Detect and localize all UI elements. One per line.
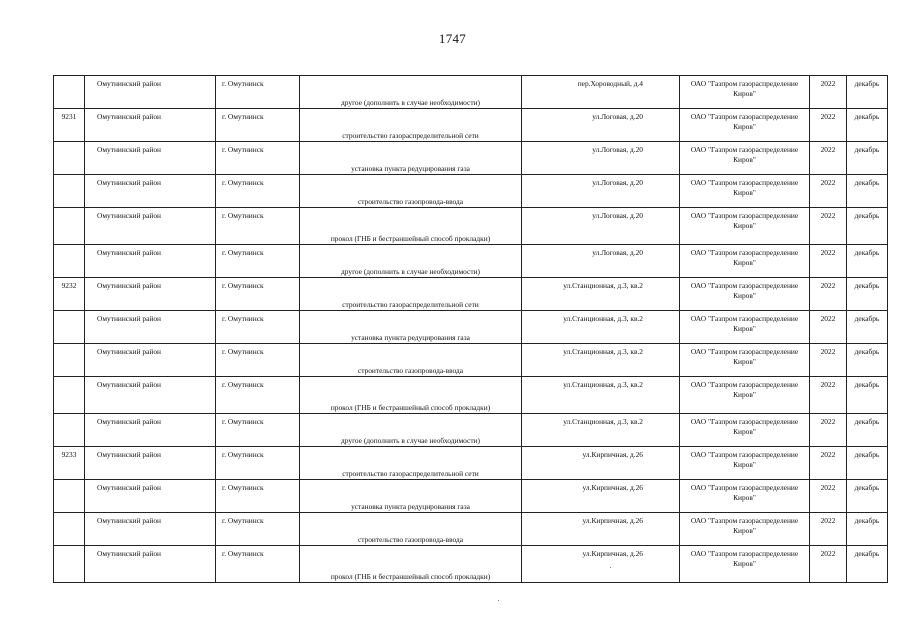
address-cell-text: ул.Логовая, д.20 bbox=[592, 248, 643, 257]
work-type-cell-text: другое (дополнить в случае необходимости) bbox=[341, 436, 480, 445]
row-number-cell-text bbox=[54, 377, 84, 380]
month-cell-text: декабрь bbox=[854, 145, 880, 154]
organization-cell-text: ОАО "Газпром газораспределение Киров" bbox=[690, 248, 799, 267]
organization-cell bbox=[680, 480, 810, 513]
scan-speck bbox=[610, 567, 611, 568]
year-cell-text: 2022 bbox=[820, 281, 836, 290]
month-cell-text: декабрь bbox=[854, 178, 880, 187]
organization-cell-text: ОАО "Газпром газораспределение Киров" bbox=[690, 417, 799, 436]
month-cell-text: декабрь bbox=[854, 483, 880, 492]
row-number-cell-text: 9232 bbox=[61, 281, 77, 290]
row-number-cell bbox=[54, 377, 85, 414]
district-cell-text: Омутнинский район bbox=[97, 314, 162, 323]
organization-cell-text: ОАО "Газпром газораспределение Киров" bbox=[690, 314, 799, 333]
district-cell bbox=[85, 546, 216, 583]
month-cell bbox=[847, 546, 888, 583]
address-cell bbox=[522, 311, 680, 344]
year-cell-text: 2022 bbox=[820, 178, 836, 187]
address-cell-text: ул.Станционная, д.3, кв.2 bbox=[563, 380, 643, 389]
city-cell-text: г. Омутнинск bbox=[222, 549, 264, 558]
district-cell bbox=[85, 344, 216, 377]
row-number-cell-text bbox=[54, 76, 84, 79]
table-row bbox=[54, 513, 888, 546]
table-row bbox=[54, 480, 888, 513]
city-cell bbox=[216, 480, 300, 513]
month-cell-text: декабрь bbox=[854, 211, 880, 220]
work-type-cell-text: строительство газопровода-ввода bbox=[357, 366, 464, 375]
row-number-cell-text bbox=[54, 245, 84, 248]
row-number-cell bbox=[54, 480, 85, 513]
gas-works-table bbox=[53, 75, 888, 583]
city-cell-text: г. Омутнинск bbox=[222, 347, 264, 356]
district-cell-text: Омутнинский район bbox=[97, 450, 162, 459]
row-number-cell-text bbox=[54, 414, 84, 417]
row-number-cell bbox=[54, 344, 85, 377]
year-cell-text: 2022 bbox=[820, 248, 836, 257]
work-type-cell bbox=[300, 142, 522, 175]
work-type-cell-text: другое (дополнить в случае необходимости) bbox=[341, 98, 480, 107]
month-cell-text: декабрь bbox=[854, 314, 880, 323]
month-cell bbox=[847, 208, 888, 245]
city-cell bbox=[216, 142, 300, 175]
city-cell bbox=[216, 344, 300, 377]
month-cell bbox=[847, 175, 888, 208]
district-cell bbox=[85, 480, 216, 513]
year-cell-text: 2022 bbox=[820, 79, 836, 88]
organization-cell-text: ОАО "Газпром газораспределение Киров" bbox=[690, 516, 799, 535]
organization-cell-text: ОАО "Газпром газораспределение Киров" bbox=[690, 347, 799, 366]
month-cell-text: декабрь bbox=[854, 79, 880, 88]
year-cell bbox=[810, 76, 847, 109]
address-cell-text: пер.Хороводный, д.4 bbox=[577, 79, 643, 88]
year-cell-text: 2022 bbox=[820, 380, 836, 389]
month-cell bbox=[847, 513, 888, 546]
row-number-cell bbox=[54, 109, 85, 142]
month-cell bbox=[847, 447, 888, 480]
address-cell bbox=[522, 377, 680, 414]
table-row bbox=[54, 175, 888, 208]
work-type-cell-text: прокол (ГНБ и бестраншейный способ прокладки) bbox=[330, 234, 491, 243]
work-type-cell bbox=[300, 109, 522, 142]
row-number-cell-text: 9233 bbox=[61, 450, 77, 459]
table-row bbox=[54, 245, 888, 278]
city-cell-text: г. Омутнинск bbox=[222, 211, 264, 220]
year-cell bbox=[810, 480, 847, 513]
work-type-cell bbox=[300, 76, 522, 109]
city-cell bbox=[216, 414, 300, 447]
work-type-cell bbox=[300, 414, 522, 447]
district-cell bbox=[85, 76, 216, 109]
organization-cell bbox=[680, 175, 810, 208]
year-cell bbox=[810, 142, 847, 175]
row-number-cell bbox=[54, 311, 85, 344]
district-cell bbox=[85, 142, 216, 175]
city-cell bbox=[216, 377, 300, 414]
work-type-cell-text: другое (дополнить в случае необходимости) bbox=[341, 267, 480, 276]
district-cell bbox=[85, 208, 216, 245]
row-number-cell-text: 9231 bbox=[61, 112, 77, 121]
month-cell bbox=[847, 76, 888, 109]
district-cell bbox=[85, 447, 216, 480]
work-type-cell-text: строительство газораспределительной сети bbox=[342, 300, 479, 309]
district-cell bbox=[85, 377, 216, 414]
table-row bbox=[54, 109, 888, 142]
city-cell bbox=[216, 245, 300, 278]
month-cell-text: декабрь bbox=[854, 417, 880, 426]
row-number-cell bbox=[54, 513, 85, 546]
row-number-cell bbox=[54, 278, 85, 311]
row-number-cell bbox=[54, 245, 85, 278]
city-cell-text: г. Омутнинск bbox=[222, 178, 264, 187]
row-number-cell-text bbox=[54, 311, 84, 314]
year-cell bbox=[810, 278, 847, 311]
city-cell bbox=[216, 447, 300, 480]
city-cell bbox=[216, 175, 300, 208]
table-row bbox=[54, 311, 888, 344]
year-cell bbox=[810, 109, 847, 142]
organization-cell-text: ОАО "Газпром газораспределение Киров" bbox=[690, 79, 799, 98]
organization-cell bbox=[680, 377, 810, 414]
organization-cell bbox=[680, 142, 810, 175]
organization-cell-text: ОАО "Газпром газораспределение Киров" bbox=[690, 178, 799, 197]
row-number-cell-text bbox=[54, 513, 84, 516]
district-cell-text: Омутнинский район bbox=[97, 549, 162, 558]
year-cell bbox=[810, 344, 847, 377]
work-type-cell-text: строительство газораспределительной сети bbox=[342, 469, 479, 478]
work-type-cell bbox=[300, 546, 522, 583]
organization-cell bbox=[680, 278, 810, 311]
month-cell bbox=[847, 311, 888, 344]
organization-cell bbox=[680, 245, 810, 278]
month-cell bbox=[847, 142, 888, 175]
row-number-cell-text bbox=[54, 142, 84, 145]
year-cell bbox=[810, 245, 847, 278]
city-cell-text: г. Омутнинск bbox=[222, 79, 264, 88]
address-cell bbox=[522, 480, 680, 513]
district-cell-text: Омутнинский район bbox=[97, 347, 162, 356]
row-number-cell-text bbox=[54, 546, 84, 549]
organization-cell bbox=[680, 311, 810, 344]
address-cell bbox=[522, 142, 680, 175]
district-cell bbox=[85, 278, 216, 311]
row-number-cell-text bbox=[54, 208, 84, 211]
row-number-cell-text bbox=[54, 175, 84, 178]
work-type-cell bbox=[300, 513, 522, 546]
district-cell bbox=[85, 109, 216, 142]
district-cell-text: Омутнинский район bbox=[97, 112, 162, 121]
address-cell-text: ул.Станционная, д.3, кв.2 bbox=[563, 281, 643, 290]
address-cell-text: ул.Станционная, д.3, кв.2 bbox=[563, 347, 643, 356]
city-cell bbox=[216, 109, 300, 142]
address-cell bbox=[522, 414, 680, 447]
district-cell bbox=[85, 175, 216, 208]
work-type-cell bbox=[300, 278, 522, 311]
year-cell-text: 2022 bbox=[820, 483, 836, 492]
organization-cell bbox=[680, 414, 810, 447]
month-cell-text: декабрь bbox=[854, 281, 880, 290]
organization-cell bbox=[680, 513, 810, 546]
organization-cell-text: ОАО "Газпром газораспределение Киров" bbox=[690, 281, 799, 300]
month-cell-text: декабрь bbox=[854, 248, 880, 257]
district-cell bbox=[85, 513, 216, 546]
organization-cell bbox=[680, 109, 810, 142]
address-cell-text: ул.Логовая, д.20 bbox=[592, 178, 643, 187]
year-cell bbox=[810, 208, 847, 245]
organization-cell bbox=[680, 76, 810, 109]
work-type-cell bbox=[300, 311, 522, 344]
month-cell-text: декабрь bbox=[854, 347, 880, 356]
city-cell-text: г. Омутнинск bbox=[222, 417, 264, 426]
district-cell-text: Омутнинский район bbox=[97, 145, 162, 154]
year-cell bbox=[810, 414, 847, 447]
work-type-cell bbox=[300, 175, 522, 208]
address-cell bbox=[522, 344, 680, 377]
organization-cell bbox=[680, 447, 810, 480]
row-number-cell bbox=[54, 546, 85, 583]
address-cell bbox=[522, 175, 680, 208]
city-cell-text: г. Омутнинск bbox=[222, 145, 264, 154]
row-number-cell bbox=[54, 414, 85, 447]
work-type-cell-text: установка пункта редуцирования газа bbox=[351, 333, 470, 342]
work-type-cell-text: прокол (ГНБ и бестраншейный способ прокладки) bbox=[330, 572, 491, 581]
row-number-cell bbox=[54, 175, 85, 208]
address-cell-text: ул.Логовая, д.20 bbox=[592, 112, 643, 121]
table-row bbox=[54, 447, 888, 480]
row-number-cell-text bbox=[54, 480, 84, 483]
city-cell bbox=[216, 311, 300, 344]
work-type-cell-text: строительство газораспределительной сети bbox=[342, 131, 479, 140]
year-cell-text: 2022 bbox=[820, 516, 836, 525]
organization-cell-text: ОАО "Газпром газораспределение Киров" bbox=[690, 145, 799, 164]
city-cell-text: г. Омутнинск bbox=[222, 248, 264, 257]
address-cell-text: ул.Логовая, д.20 bbox=[592, 145, 643, 154]
district-cell-text: Омутнинский район bbox=[97, 281, 162, 290]
organization-cell-text: ОАО "Газпром газораспределение Киров" bbox=[690, 450, 799, 469]
work-type-cell-text: строительство газопровода-ввода bbox=[357, 535, 464, 544]
page-number: 1747 bbox=[438, 31, 467, 46]
month-cell bbox=[847, 278, 888, 311]
month-cell-text: декабрь bbox=[854, 549, 880, 558]
row-number-cell bbox=[54, 447, 85, 480]
city-cell-text: г. Омутнинск bbox=[222, 380, 264, 389]
work-type-cell-text: прокол (ГНБ и бестраншейный способ прокладки) bbox=[330, 403, 491, 412]
month-cell-text: декабрь bbox=[854, 516, 880, 525]
month-cell bbox=[847, 377, 888, 414]
address-cell-text: ул.Кирпичная, д.26 bbox=[582, 450, 643, 459]
address-cell-text: ул.Кирпичная, д.26 bbox=[582, 516, 643, 525]
address-cell-text: ул.Логовая, д.20 bbox=[592, 211, 643, 220]
table-row bbox=[54, 546, 888, 583]
year-cell-text: 2022 bbox=[820, 549, 836, 558]
organization-cell bbox=[680, 344, 810, 377]
table-row bbox=[54, 344, 888, 377]
district-cell-text: Омутнинский район bbox=[97, 178, 162, 187]
year-cell-text: 2022 bbox=[820, 112, 836, 121]
address-cell-text: ул.Станционная, д.3, кв.2 bbox=[563, 417, 643, 426]
work-type-cell-text: установка пункта редуцирования газа bbox=[351, 502, 470, 511]
year-cell-text: 2022 bbox=[820, 417, 836, 426]
work-type-cell bbox=[300, 480, 522, 513]
month-cell bbox=[847, 480, 888, 513]
month-cell-text: декабрь bbox=[854, 380, 880, 389]
district-cell bbox=[85, 245, 216, 278]
district-cell-text: Омутнинский район bbox=[97, 211, 162, 220]
table-row bbox=[54, 142, 888, 175]
address-cell-text: ул.Кирпичная, д.26 bbox=[582, 549, 643, 558]
row-number-cell bbox=[54, 142, 85, 175]
district-cell bbox=[85, 311, 216, 344]
month-cell-text: декабрь bbox=[854, 450, 880, 459]
year-cell bbox=[810, 447, 847, 480]
address-cell bbox=[522, 546, 680, 583]
row-number-cell bbox=[54, 208, 85, 245]
year-cell bbox=[810, 175, 847, 208]
district-cell-text: Омутнинский район bbox=[97, 248, 162, 257]
year-cell-text: 2022 bbox=[820, 314, 836, 323]
address-cell-text: ул.Кирпичная, д.26 bbox=[582, 483, 643, 492]
month-cell bbox=[847, 344, 888, 377]
work-type-cell bbox=[300, 245, 522, 278]
city-cell-text: г. Омутнинск bbox=[222, 314, 264, 323]
city-cell bbox=[216, 546, 300, 583]
work-type-cell bbox=[300, 344, 522, 377]
city-cell-text: г. Омутнинск bbox=[222, 450, 264, 459]
year-cell bbox=[810, 311, 847, 344]
scan-speck bbox=[498, 600, 499, 601]
row-number-cell-text bbox=[54, 344, 84, 347]
city-cell bbox=[216, 208, 300, 245]
city-cell-text: г. Омутнинск bbox=[222, 281, 264, 290]
work-type-cell bbox=[300, 208, 522, 245]
table-row bbox=[54, 278, 888, 311]
city-cell bbox=[216, 513, 300, 546]
city-cell-text: г. Омутнинск bbox=[222, 483, 264, 492]
address-cell bbox=[522, 109, 680, 142]
row-number-cell bbox=[54, 76, 85, 109]
year-cell-text: 2022 bbox=[820, 450, 836, 459]
organization-cell-text: ОАО "Газпром газораспределение Киров" bbox=[690, 483, 799, 502]
table-row bbox=[54, 76, 888, 109]
work-type-cell-text: строительство газопровода-ввода bbox=[357, 197, 464, 206]
city-cell-text: г. Омутнинск bbox=[222, 516, 264, 525]
table-row bbox=[54, 377, 888, 414]
city-cell-text: г. Омутнинск bbox=[222, 112, 264, 121]
work-type-cell-text: установка пункта редуцирования газа bbox=[351, 164, 470, 173]
year-cell-text: 2022 bbox=[820, 211, 836, 220]
address-cell bbox=[522, 208, 680, 245]
work-type-cell bbox=[300, 447, 522, 480]
city-cell bbox=[216, 76, 300, 109]
district-cell-text: Омутнинский район bbox=[97, 380, 162, 389]
organization-cell bbox=[680, 546, 810, 583]
address-cell-text: ул.Станционная, д.3, кв.2 bbox=[563, 314, 643, 323]
month-cell bbox=[847, 414, 888, 447]
city-cell bbox=[216, 278, 300, 311]
table-row bbox=[54, 414, 888, 447]
organization-cell-text: ОАО "Газпром газораспределение Киров" bbox=[690, 380, 799, 399]
month-cell-text: декабрь bbox=[854, 112, 880, 121]
district-cell-text: Омутнинский район bbox=[97, 79, 162, 88]
year-cell-text: 2022 bbox=[820, 347, 836, 356]
district-cell-text: Омутнинский район bbox=[97, 516, 162, 525]
organization-cell-text: ОАО "Газпром газораспределение Киров" bbox=[690, 211, 799, 230]
district-cell-text: Омутнинский район bbox=[97, 483, 162, 492]
address-cell bbox=[522, 76, 680, 109]
year-cell bbox=[810, 377, 847, 414]
address-cell bbox=[522, 245, 680, 278]
organization-cell-text: ОАО "Газпром газораспределение Киров" bbox=[690, 549, 799, 568]
address-cell bbox=[522, 278, 680, 311]
table-body bbox=[54, 76, 888, 583]
district-cell bbox=[85, 414, 216, 447]
year-cell bbox=[810, 546, 847, 583]
organization-cell bbox=[680, 208, 810, 245]
work-type-cell bbox=[300, 377, 522, 414]
month-cell bbox=[847, 245, 888, 278]
table-row bbox=[54, 208, 888, 245]
address-cell bbox=[522, 513, 680, 546]
address-cell bbox=[522, 447, 680, 480]
organization-cell-text: ОАО "Газпром газораспределение Киров" bbox=[690, 112, 799, 131]
year-cell-text: 2022 bbox=[820, 145, 836, 154]
year-cell bbox=[810, 513, 847, 546]
district-cell-text: Омутнинский район bbox=[97, 417, 162, 426]
month-cell bbox=[847, 109, 888, 142]
